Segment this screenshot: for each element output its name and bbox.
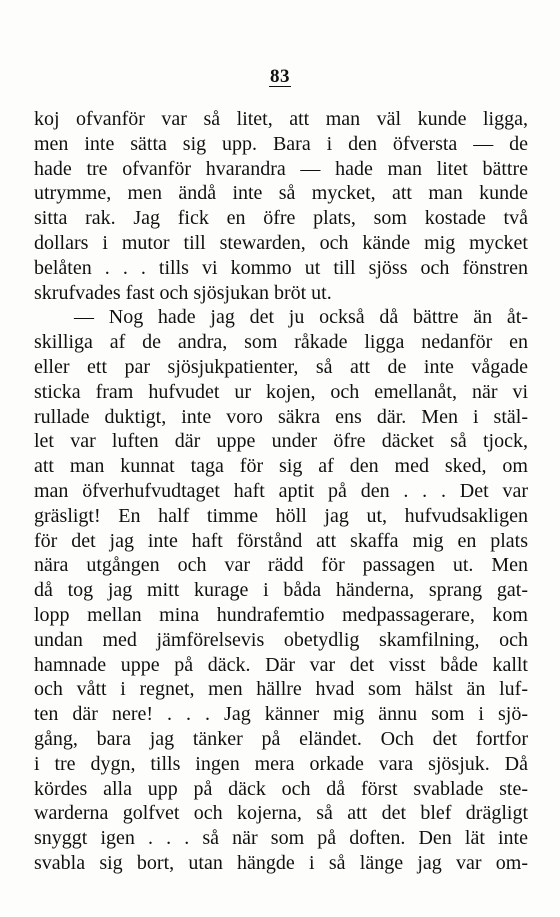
- text-line: warderna golfvet och kojerna, så att det blef drägligt: [34, 802, 528, 825]
- text-line: nära utgången och var rädd för passagen ut. Men: [34, 554, 528, 577]
- page-number-text: 83: [270, 66, 290, 87]
- text-line: för det jag inte haft förstånd att skaffa mig en plats: [34, 529, 528, 552]
- text-line: belåten . . . tills vi kommo ut till sjöss och fönstren: [34, 256, 528, 279]
- page-body-text: [34, 107, 528, 876]
- text-line: då tog jag mitt kurage i båda händerna, sprang gat-: [34, 579, 528, 602]
- text-line: men inte sätta sig upp. Bara i den öfversta — de: [34, 132, 528, 155]
- text-line: i tre dygn, tills ingen mera orkade vara sjösjuk. Då: [34, 752, 528, 775]
- text-line: att man kunnat taga för sig af den med sked, om: [34, 455, 528, 478]
- text-line: undan med jämförelsevis obetydlig skamfilning, och: [34, 628, 528, 651]
- text-line: hade tre ofvanför hvarandra — hade man litet bättre: [34, 157, 528, 180]
- text-line: snyggt igen . . . så när som på doften. Den lät inte: [34, 827, 528, 850]
- text-line: — Nog hade jag det ju också då bättre än åt-: [74, 306, 528, 329]
- text-line: ten där nere! . . . Jag känner mig ännu som i sjö-: [34, 703, 528, 726]
- text-line: svabla sig bort, utan hängde i så länge jag var om-: [34, 851, 528, 874]
- text-line: gång, bara jag tänker på eländet. Och det fortfor: [34, 727, 528, 750]
- text-line: gräsligt! En half timme höll jag ut, hufvudsakligen: [34, 504, 528, 527]
- text-line: kördes alla upp på däck och då först svablade ste-: [34, 777, 528, 800]
- text-line: hamnade uppe på däck. Där var det visst både kallt: [34, 653, 528, 676]
- text-line: koj ofvanför var så litet, att man väl kunde ligga,: [34, 108, 528, 130]
- text-line: dollars i mutor till stewarden, och kände mig mycket: [34, 231, 528, 254]
- text-line: lopp mellan mina hundrafemtio medpassagerare, kom: [34, 603, 528, 626]
- text-line: sitta rak. Jag fick en öfre plats, som kostade två: [34, 207, 528, 230]
- text-line: eller ett par sjösjukpatienter, så att de inte vågade: [34, 355, 528, 378]
- text-line: utrymme, men ändå inte så mycket, att man kunde: [34, 182, 528, 205]
- page-number: [0, 66, 560, 88]
- text-line: skilliga af de andra, som råkade ligga nedanför en: [34, 331, 528, 354]
- text-line: skrufvades fast och sjösjukan bröt ut.: [34, 281, 332, 304]
- text-line: man öfverhufvudtaget haft aptit på den . . . Det var: [34, 479, 528, 502]
- text-line: let var luften där uppe under öfre däcket så tjock,: [34, 430, 528, 453]
- text-line: och vått i regnet, men hällre hvad som hälst än luf-: [34, 678, 528, 701]
- text-line: sticka fram hufvudet ur kojen, och emellanåt, när vi: [34, 380, 528, 403]
- text-line: rullade duktigt, inte voro säkra ens där. Men i stäl-: [34, 405, 528, 428]
